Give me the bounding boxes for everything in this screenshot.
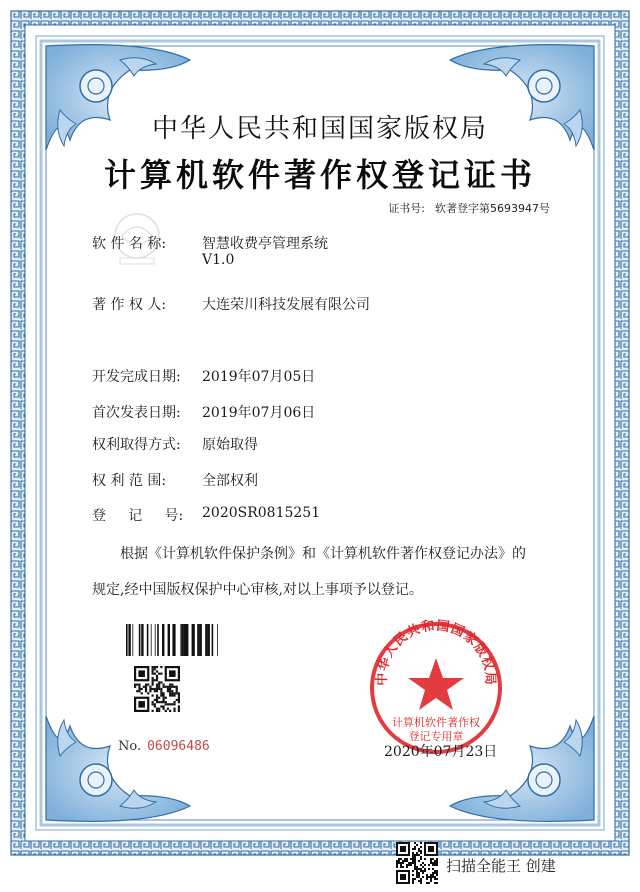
acquire-method-value: 原始取得 [202, 437, 258, 453]
certificate-number-label: 证书号: [388, 202, 425, 215]
seal-outer-text: 中华人民共和国国家版权局 [374, 618, 498, 686]
scanner-qr-icon [396, 842, 438, 884]
certificate-number [388, 200, 550, 216]
publish-date-value: 2019年07月06日 [202, 405, 316, 421]
serial-number [118, 739, 210, 754]
completion-date-value: 2019年07月05日 [202, 369, 316, 385]
certificate-number-value: 软著登字第5693947号 [435, 202, 550, 215]
seal-inner-line-1: 计算机软件著作权 [392, 716, 480, 729]
rights-scope-label: 权 利 范 围: [92, 473, 167, 489]
software-name-label: 软 件 名 称: [92, 236, 167, 252]
barcode-image [126, 624, 224, 656]
owner-value: 大连荣川科技发展有限公司 [202, 297, 370, 313]
publish-date-label: 首次发表日期: [92, 405, 181, 421]
seal-inner-line-2: 登记专用章 [408, 730, 464, 743]
qr-code-image [134, 666, 180, 712]
scanner-watermark-text: 扫描全能王 创建 [446, 857, 556, 875]
certificate-title: 计算机软件著作权登记证书 [103, 156, 536, 194]
statement-line-1: 根据《计算机软件保护条例》和《计算机软件著作权登记办法》的 [120, 546, 526, 562]
completion-date-label: 开发完成日期: [92, 369, 181, 385]
issue-date: 2020年07月23日 [384, 744, 498, 760]
software-version-value: V1.0 [202, 252, 235, 268]
software-name-value: 智慧收费亭管理系统 [202, 236, 328, 252]
issuing-authority: 中华人民共和国国家版权局 [151, 114, 488, 144]
statement-line-2: 规定,经中国版权保护中心审核,对以上事项予以登记。 [92, 582, 423, 598]
registration-no-label: 登 记 号: [92, 508, 184, 524]
serial-prefix: No. [118, 739, 142, 754]
official-seal [366, 618, 506, 758]
owner-label: 著 作 权 人: [92, 297, 167, 313]
serial-value: 06096486 [147, 739, 210, 754]
acquire-method-label: 权利取得方式: [92, 437, 181, 453]
registration-no-value: 2020SR0815251 [202, 505, 321, 521]
rights-scope-value: 全部权利 [202, 473, 258, 489]
